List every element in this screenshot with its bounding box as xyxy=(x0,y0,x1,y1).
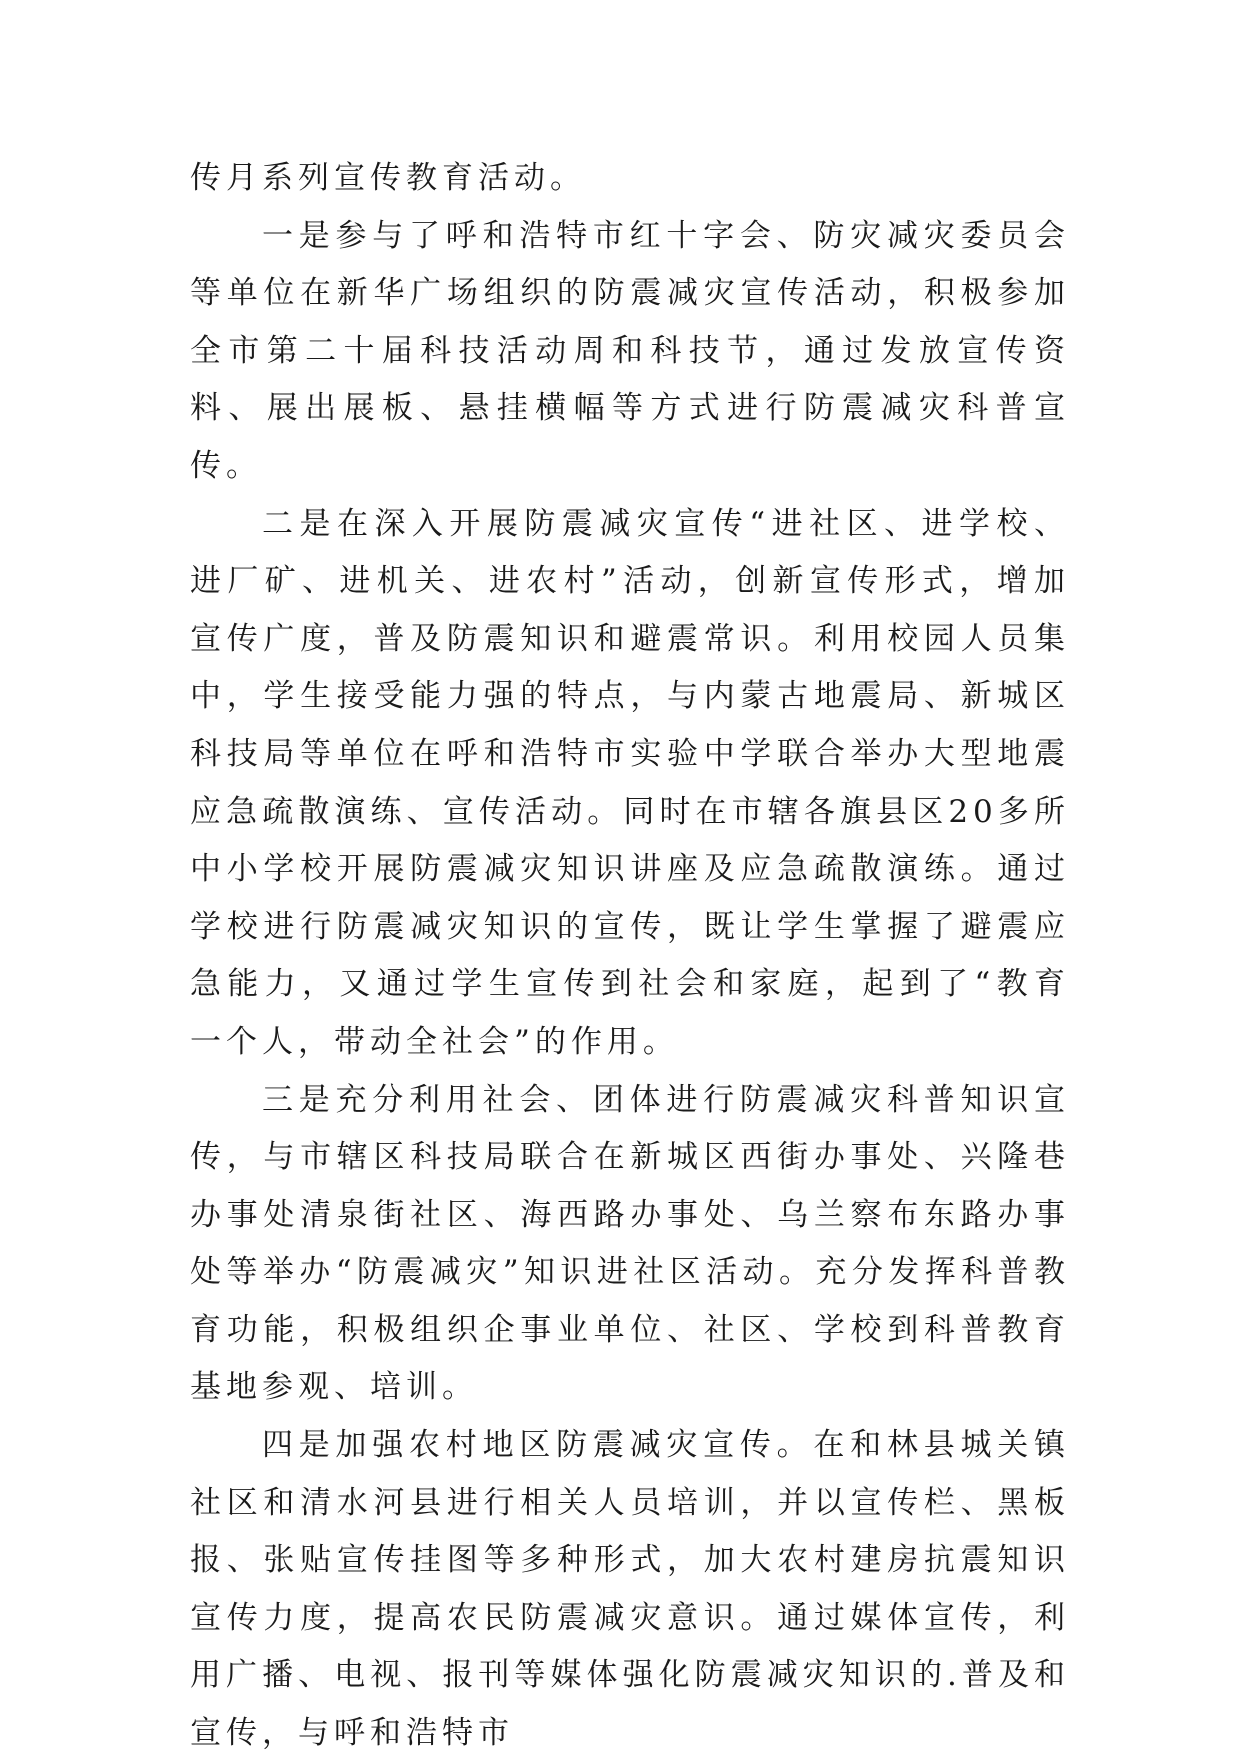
paragraph-continuation: 传月系列宣传教育活动。 xyxy=(190,160,586,196)
paragraph-item-four: 四是加强农村地区防震减灾宣传。在和林县城关镇社区和清水河县进行相关人员培训，并以宣传栏、黑板报、张贴宣传挂图等多种形式，加大农村建房抗震知识宣传力度，提高农民防震减灾意识。通过媒体宣传，利用广播、电视、报刊等媒体强化防震减灾知识的.普及和宣传，与呼和浩特市 xyxy=(190,1427,1070,1752)
paragraph-item-three: 三是充分利用社会、团体进行防震减灾科普知识宣传，与市辖区科技局联合在新城区西街办事处、兴隆巷办事处清泉街社区、海西路办事处、乌兰察布东路办事处等举办“防震减灾”知识进社区活动。充分发挥科普教育功能，积极组织企事业单位、社区、学校到科普教育基地参观、培训。 xyxy=(190,1081,1070,1406)
document-page xyxy=(190,150,1070,1763)
paragraph-item-one: 一是参与了呼和浩特市红十字会、防灾减灾委员会等单位在新华广场组织的防震减灾宣传活动，积极参加全市第二十届科技活动周和科技节，通过发放宣传资料、展出展板、悬挂横幅等方式进行防震减灾科普宣传。 xyxy=(190,217,1070,484)
paragraph-item-two: 二是在深入开展防震减灾宣传“进社区、进学校、进厂矿、进机关、进农村”活动，创新宣传形式，增加宣传广度，普及防震知识和避震常识。利用校园人员集中，学生接受能力强的特点，与内蒙古地震局、新城区科技局等单位在呼和浩特市实验中学联合举办大型地震应急疏散演练、宣传活动。同时在市辖各旗县区20多所中小学校开展防震减灾知识讲座及应急疏散演练。通过学校进行防震减灾知识的宣传，既让学生掌握了避震应急能力，又通过学生宣传到社会和家庭，起到了“教育一个人，带动全社会”的作用。 xyxy=(190,505,1070,1060)
